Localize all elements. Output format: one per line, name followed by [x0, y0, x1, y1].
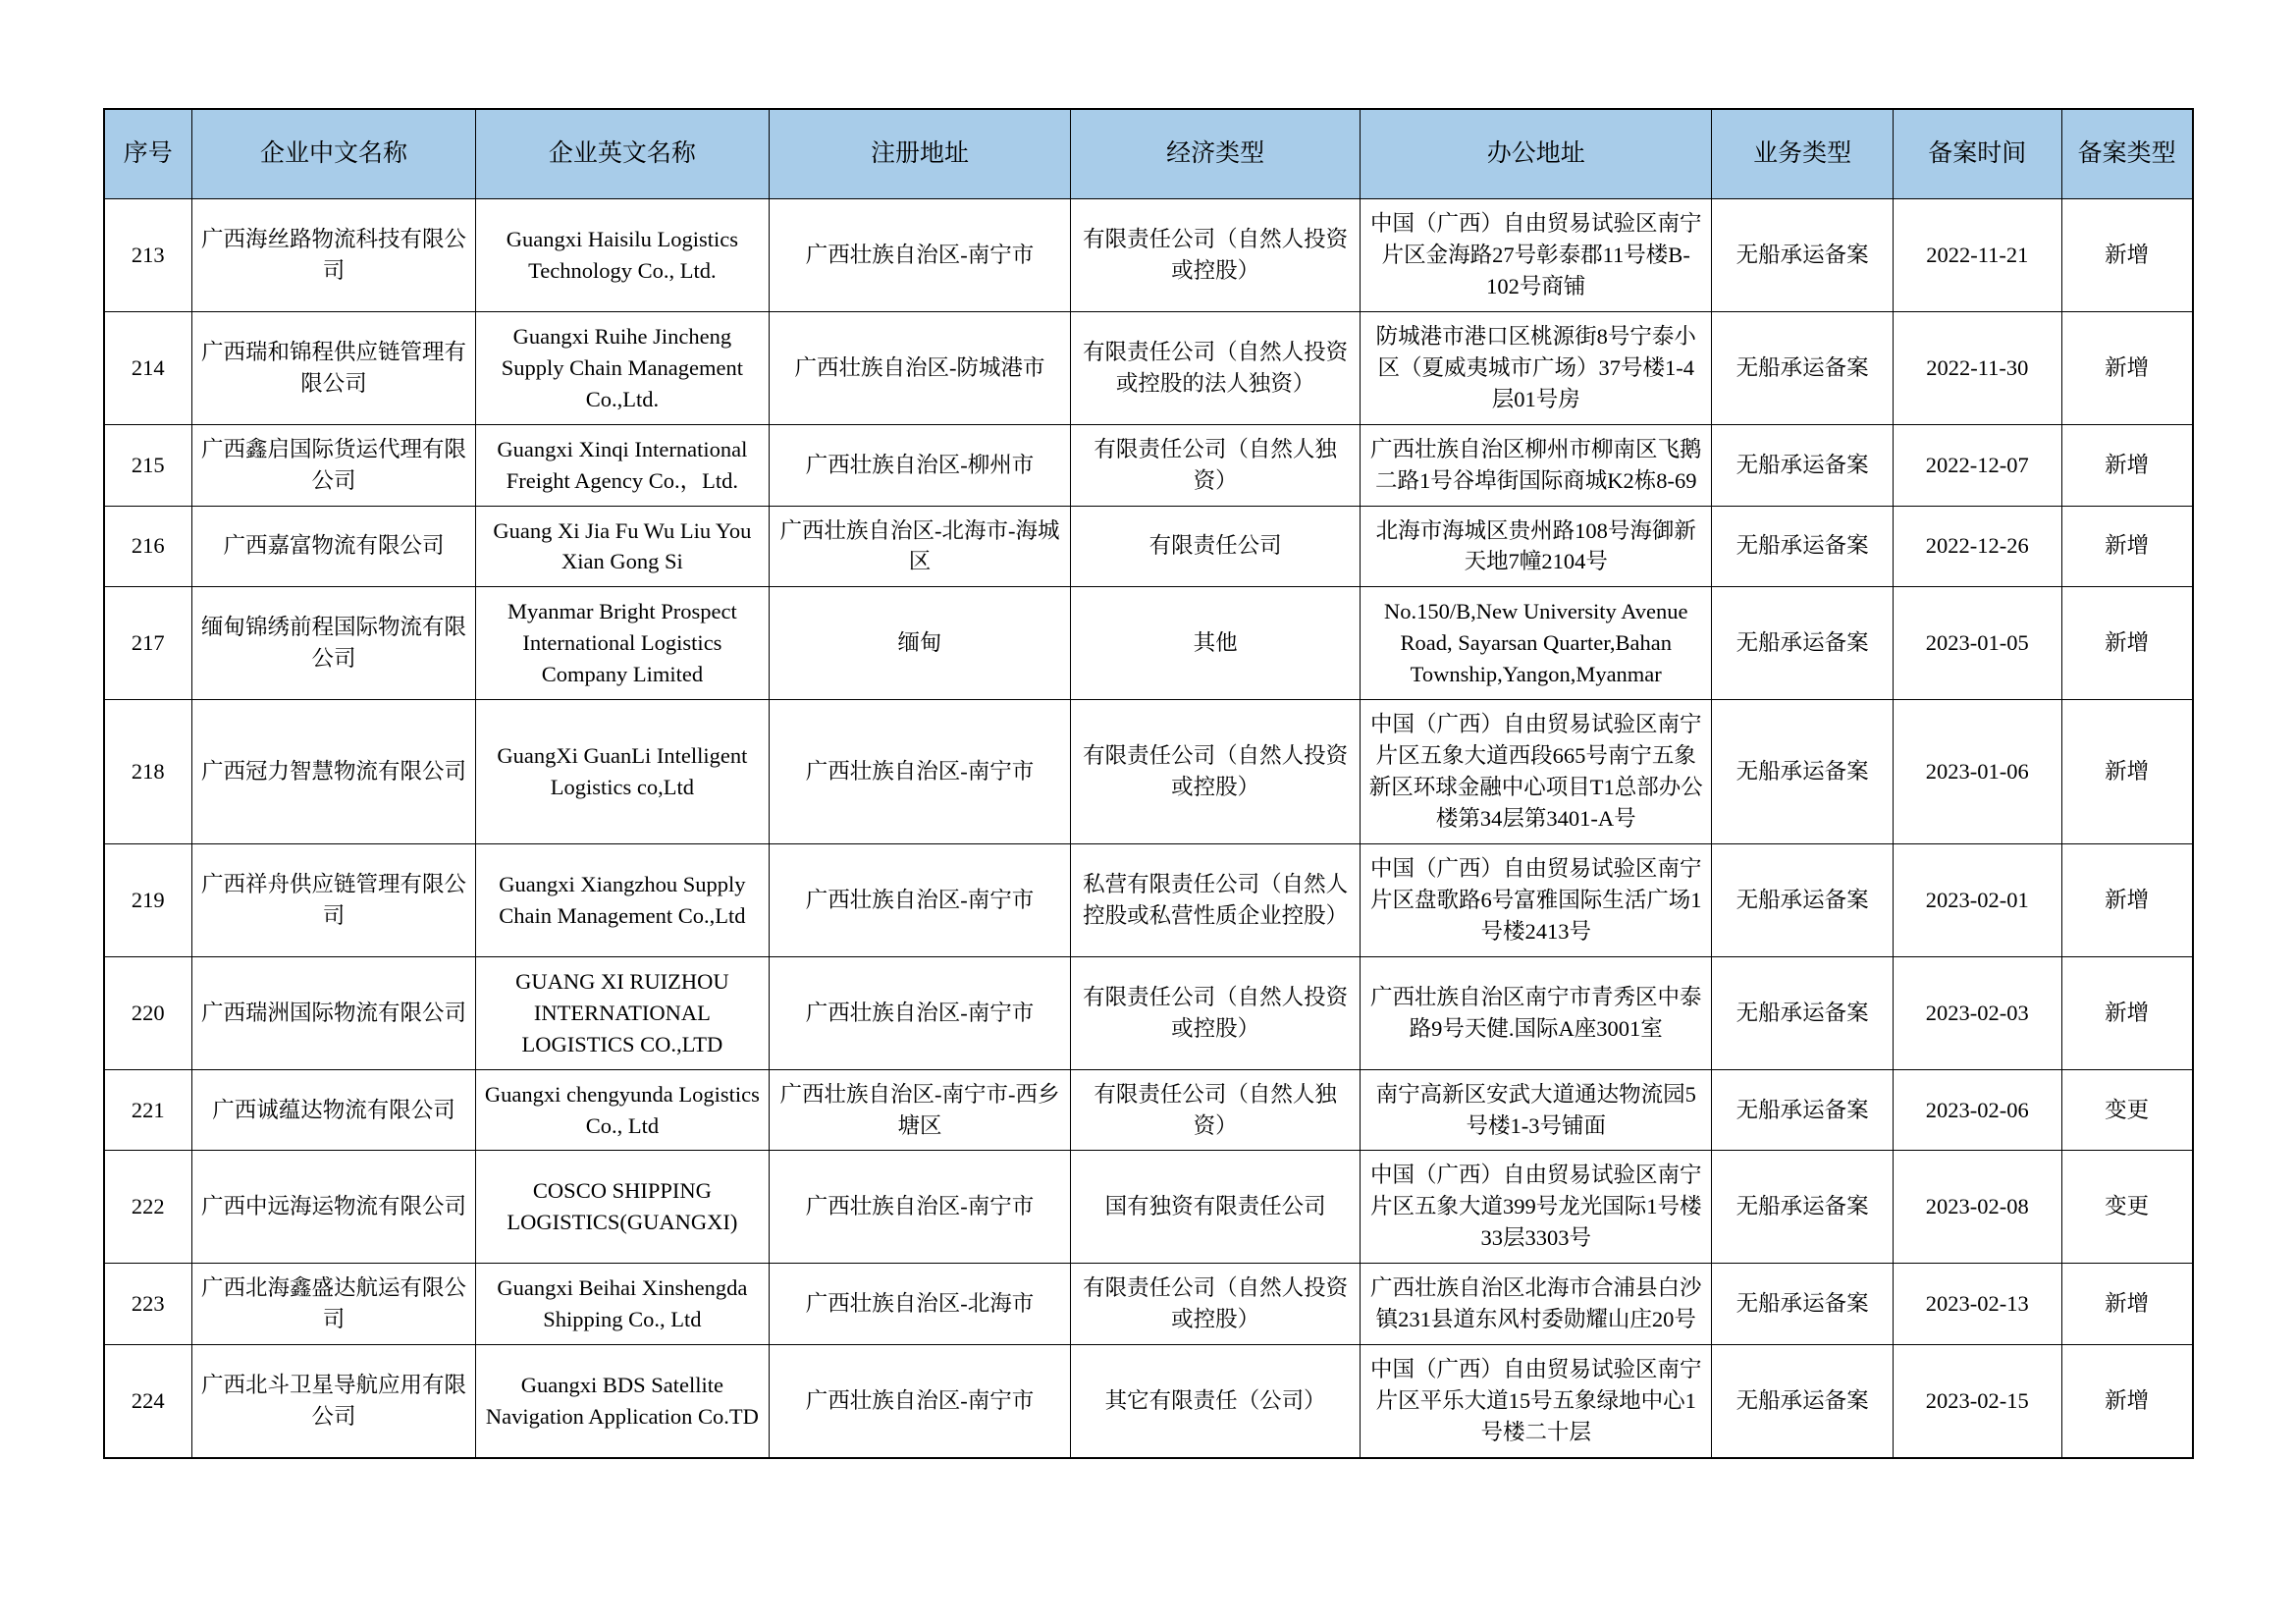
cell-name-cn: 广西海丝路物流科技有限公司: [192, 199, 476, 312]
cell-registered-address: 广西壮族自治区-南宁市: [769, 199, 1070, 312]
cell-economic-type: 有限责任公司（自然人投资或控股）: [1071, 199, 1361, 312]
cell-name-cn: 广西中远海运物流有限公司: [192, 1151, 476, 1264]
nvocc-registry-table: [103, 108, 2194, 1459]
cell-registered-address: 广西壮族自治区-南宁市: [769, 843, 1070, 956]
cell-office-address: 防城港市港口区桃源街8号宁泰小区（夏威夷城市广场）37号楼1-4层01号房: [1361, 311, 1712, 424]
cell-seq: 219: [104, 843, 192, 956]
cell-office-address: 北海市海城区贵州路108号海御新天地7幢2104号: [1361, 506, 1712, 587]
cell-name-en: Guangxi Ruihe Jincheng Supply Chain Management Co.,Ltd.: [475, 311, 769, 424]
cell-office-address: 广西壮族自治区南宁市青秀区中泰路9号天健.国际A座3001室: [1361, 956, 1712, 1069]
cell-record-type: 新增: [2061, 1264, 2192, 1345]
cell-economic-type: 有限责任公司（自然人投资或控股）: [1071, 1264, 1361, 1345]
cell-record-date: 2022-12-26: [1893, 506, 2061, 587]
cell-business-type: 无船承运备案: [1712, 956, 1893, 1069]
cell-economic-type: 有限责任公司（自然人投资或控股）: [1071, 956, 1361, 1069]
cell-seq: 220: [104, 956, 192, 1069]
cell-registered-address: 广西壮族自治区-南宁市: [769, 700, 1070, 844]
cell-record-type: 变更: [2061, 1069, 2192, 1151]
cell-record-type: 新增: [2061, 587, 2192, 700]
cell-record-type: 新增: [2061, 199, 2192, 312]
table-row: [104, 311, 2193, 424]
cell-business-type: 无船承运备案: [1712, 843, 1893, 956]
cell-seq: 222: [104, 1151, 192, 1264]
table-body: [104, 199, 2193, 1458]
table-header-row: [104, 109, 2193, 199]
cell-seq: 218: [104, 700, 192, 844]
cell-name-cn: 广西瑞洲国际物流有限公司: [192, 956, 476, 1069]
cell-name-en: Guangxi Xiangzhou Supply Chain Management Co.,Ltd: [475, 843, 769, 956]
table-row: [104, 1264, 2193, 1345]
cell-office-address: No.150/B,New University Avenue Road, Sayarsan Quarter,Bahan Township,Yangon,Myanmar: [1361, 587, 1712, 700]
cell-name-en: Guangxi Haisilu Logistics Technology Co., Ltd.: [475, 199, 769, 312]
cell-record-type: 新增: [2061, 311, 2192, 424]
cell-record-type: 新增: [2061, 424, 2192, 506]
cell-record-date: 2023-02-03: [1893, 956, 2061, 1069]
cell-seq: 217: [104, 587, 192, 700]
cell-office-address: 中国（广西）自由贸易试验区南宁片区金海路27号彰泰郡11号楼B-102号商铺: [1361, 199, 1712, 312]
cell-economic-type: 其他: [1071, 587, 1361, 700]
cell-name-cn: 缅甸锦绣前程国际物流有限公司: [192, 587, 476, 700]
cell-office-address: 中国（广西）自由贸易试验区南宁片区五象大道西段665号南宁五象新区环球金融中心项目T1总部办公楼第34层第3401-A号: [1361, 700, 1712, 844]
column-header-name-cn: 企业中文名称: [192, 109, 476, 199]
cell-record-date: 2022-11-30: [1893, 311, 2061, 424]
column-header-record-date: 备案时间: [1893, 109, 2061, 199]
cell-seq: 216: [104, 506, 192, 587]
cell-record-date: 2023-02-13: [1893, 1264, 2061, 1345]
cell-name-en: COSCO SHIPPING LOGISTICS(GUANGXI): [475, 1151, 769, 1264]
cell-record-date: 2023-02-01: [1893, 843, 2061, 956]
registry-table-container: [103, 108, 2194, 1459]
table-row: [104, 1151, 2193, 1264]
table-header: [104, 109, 2193, 199]
cell-name-en: Guangxi Beihai Xinshengda Shipping Co., Ltd: [475, 1264, 769, 1345]
cell-economic-type: 有限责任公司: [1071, 506, 1361, 587]
cell-record-type: 新增: [2061, 843, 2192, 956]
cell-economic-type: 有限责任公司（自然人投资或控股的法人独资）: [1071, 311, 1361, 424]
column-header-seq: 序号: [104, 109, 192, 199]
cell-name-en: GuangXi GuanLi Intelligent Logistics co,Ltd: [475, 700, 769, 844]
cell-record-date: 2022-12-07: [1893, 424, 2061, 506]
cell-office-address: 中国（广西）自由贸易试验区南宁片区盘歌路6号富雅国际生活广场1号楼2413号: [1361, 843, 1712, 956]
table-row: [104, 956, 2193, 1069]
cell-business-type: 无船承运备案: [1712, 587, 1893, 700]
cell-record-type: 新增: [2061, 506, 2192, 587]
table-row: [104, 1069, 2193, 1151]
cell-name-cn: 广西嘉富物流有限公司: [192, 506, 476, 587]
table-row: [104, 700, 2193, 844]
cell-name-cn: 广西冠力智慧物流有限公司: [192, 700, 476, 844]
cell-business-type: 无船承运备案: [1712, 1069, 1893, 1151]
column-header-office-address: 办公地址: [1361, 109, 1712, 199]
cell-registered-address: 广西壮族自治区-南宁市: [769, 1345, 1070, 1458]
cell-economic-type: 私营有限责任公司（自然人控股或私营性质企业控股）: [1071, 843, 1361, 956]
column-header-name-en: 企业英文名称: [475, 109, 769, 199]
cell-name-cn: 广西北海鑫盛达航运有限公司: [192, 1264, 476, 1345]
cell-name-cn: 广西鑫启国际货运代理有限公司: [192, 424, 476, 506]
cell-economic-type: 有限责任公司（自然人独资）: [1071, 424, 1361, 506]
cell-record-date: 2022-11-21: [1893, 199, 2061, 312]
cell-name-en: Myanmar Bright Prospect International Logistics Company Limited: [475, 587, 769, 700]
cell-registered-address: 广西壮族自治区-防城港市: [769, 311, 1070, 424]
cell-registered-address: 广西壮族自治区-北海市: [769, 1264, 1070, 1345]
cell-office-address: 中国（广西）自由贸易试验区南宁片区五象大道399号龙光国际1号楼33层3303号: [1361, 1151, 1712, 1264]
cell-office-address: 南宁高新区安武大道通达物流园5号楼1-3号铺面: [1361, 1069, 1712, 1151]
cell-record-date: 2023-02-08: [1893, 1151, 2061, 1264]
cell-seq: 214: [104, 311, 192, 424]
cell-record-type: 新增: [2061, 956, 2192, 1069]
cell-business-type: 无船承运备案: [1712, 506, 1893, 587]
cell-office-address: 中国（广西）自由贸易试验区南宁片区平乐大道15号五象绿地中心1号楼二十层: [1361, 1345, 1712, 1458]
cell-seq: 221: [104, 1069, 192, 1151]
cell-business-type: 无船承运备案: [1712, 1345, 1893, 1458]
column-header-record-type: 备案类型: [2061, 109, 2192, 199]
cell-registered-address: 广西壮族自治区-南宁市: [769, 1151, 1070, 1264]
column-header-registered-address: 注册地址: [769, 109, 1070, 199]
cell-name-en: GUANG XI RUIZHOU INTERNATIONAL LOGISTICS CO.,LTD: [475, 956, 769, 1069]
cell-name-en: Guangxi Xinqi International Freight Agency Co.，Ltd.: [475, 424, 769, 506]
cell-record-date: 2023-01-06: [1893, 700, 2061, 844]
cell-seq: 213: [104, 199, 192, 312]
cell-economic-type: 有限责任公司（自然人独资）: [1071, 1069, 1361, 1151]
cell-economic-type: 国有独资有限责任公司: [1071, 1151, 1361, 1264]
cell-office-address: 广西壮族自治区柳州市柳南区飞鹅二路1号谷埠街国际商城K2栋8-69: [1361, 424, 1712, 506]
table-row: [104, 199, 2193, 312]
table-row: [104, 506, 2193, 587]
table-row: [104, 1345, 2193, 1458]
cell-registered-address: 缅甸: [769, 587, 1070, 700]
cell-name-en: Guang Xi Jia Fu Wu Liu You Xian Gong Si: [475, 506, 769, 587]
cell-registered-address: 广西壮族自治区-南宁市-西乡塘区: [769, 1069, 1070, 1151]
cell-seq: 223: [104, 1264, 192, 1345]
cell-business-type: 无船承运备案: [1712, 700, 1893, 844]
cell-office-address: 广西壮族自治区北海市合浦县白沙镇231县道东风村委勋耀山庄20号: [1361, 1264, 1712, 1345]
cell-record-type: 变更: [2061, 1151, 2192, 1264]
cell-record-type: 新增: [2061, 1345, 2192, 1458]
cell-name-en: Guangxi BDS Satellite Navigation Application Co.TD: [475, 1345, 769, 1458]
cell-record-date: 2023-02-15: [1893, 1345, 2061, 1458]
cell-registered-address: 广西壮族自治区-北海市-海城区: [769, 506, 1070, 587]
cell-registered-address: 广西壮族自治区-南宁市: [769, 956, 1070, 1069]
cell-record-date: 2023-01-05: [1893, 587, 2061, 700]
cell-name-cn: 广西诚蕴达物流有限公司: [192, 1069, 476, 1151]
cell-seq: 224: [104, 1345, 192, 1458]
column-header-economic-type: 经济类型: [1071, 109, 1361, 199]
cell-economic-type: 其它有限责任（公司）: [1071, 1345, 1361, 1458]
cell-registered-address: 广西壮族自治区-柳州市: [769, 424, 1070, 506]
cell-business-type: 无船承运备案: [1712, 311, 1893, 424]
cell-name-cn: 广西瑞和锦程供应链管理有限公司: [192, 311, 476, 424]
cell-record-type: 新增: [2061, 700, 2192, 844]
cell-business-type: 无船承运备案: [1712, 1264, 1893, 1345]
cell-record-date: 2023-02-06: [1893, 1069, 2061, 1151]
cell-business-type: 无船承运备案: [1712, 199, 1893, 312]
cell-business-type: 无船承运备案: [1712, 1151, 1893, 1264]
table-row: [104, 843, 2193, 956]
table-row: [104, 587, 2193, 700]
column-header-business-type: 业务类型: [1712, 109, 1893, 199]
cell-name-cn: 广西北斗卫星导航应用有限公司: [192, 1345, 476, 1458]
cell-name-en: Guangxi chengyunda Logistics Co., Ltd: [475, 1069, 769, 1151]
cell-business-type: 无船承运备案: [1712, 424, 1893, 506]
table-row: [104, 424, 2193, 506]
cell-economic-type: 有限责任公司（自然人投资或控股）: [1071, 700, 1361, 844]
cell-seq: 215: [104, 424, 192, 506]
cell-name-cn: 广西祥舟供应链管理有限公司: [192, 843, 476, 956]
